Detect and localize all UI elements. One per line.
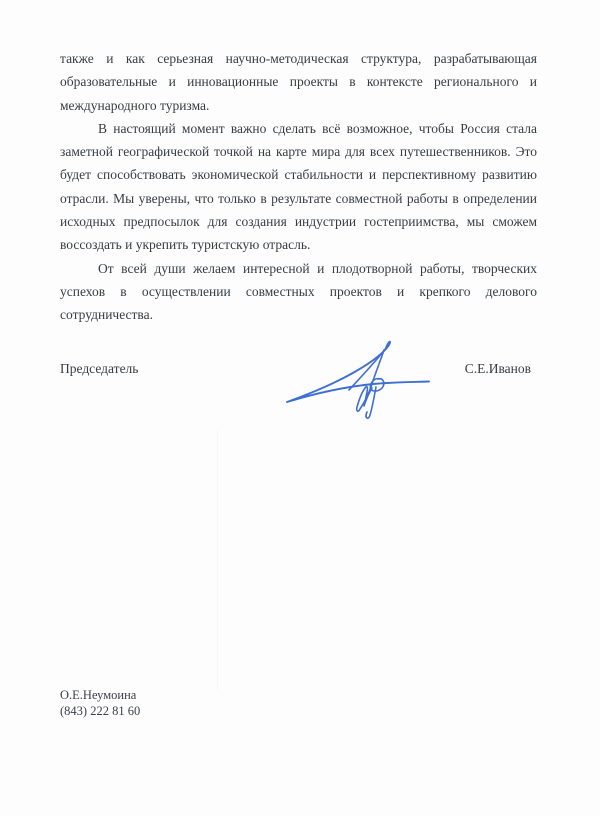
text-line: От всей души желаем интересной и плодотворной работы, творческих	[98, 260, 537, 276]
text-line: В настоящий момент важно сделать всё возможное, чтобы Россия стала	[98, 120, 537, 136]
text-line: образовательные и инновационные проекты в контексте регионального и	[60, 74, 537, 90]
text-line: заметной географической точкой на карте мира для всех путешественников. Это	[60, 144, 537, 160]
text-line: сотрудничества.	[60, 307, 153, 323]
contact-block	[60, 688, 140, 719]
signature-row	[60, 361, 531, 377]
paragraph-2	[60, 117, 537, 257]
text-line: отрасли. Мы уверены, что только в результате совместной работы в определении	[60, 190, 537, 206]
contact-name: О.Е.Неумоина	[60, 688, 137, 702]
signatory-name: С.Е.Иванов	[464, 361, 531, 376]
text-line: воссоздать и укрепить туристскую отрасль.	[60, 237, 311, 253]
text-line: международного туризма.	[60, 97, 210, 113]
paragraph-3	[60, 257, 537, 327]
letter-body	[60, 47, 537, 327]
signature-ink	[283, 338, 458, 428]
text-line: также и как серьезная научно-методическая структура, разрабатывающая	[60, 51, 537, 66]
text-line: успехов в осуществлении совместных проектов и крепкого делового	[60, 283, 537, 299]
text-line: будет способствовать экономической стабильности и перспективному развитию	[60, 167, 537, 183]
scan-fold-artifact	[217, 430, 218, 690]
contact-phone: (843) 222 81 60	[60, 703, 141, 718]
signature-strokes	[287, 342, 429, 418]
position-title: Председатель	[60, 361, 139, 376]
paragraph-1	[60, 47, 537, 117]
text-line: исходных предпосылок для создания индустрии гостеприимства, мы сможем	[60, 214, 537, 230]
